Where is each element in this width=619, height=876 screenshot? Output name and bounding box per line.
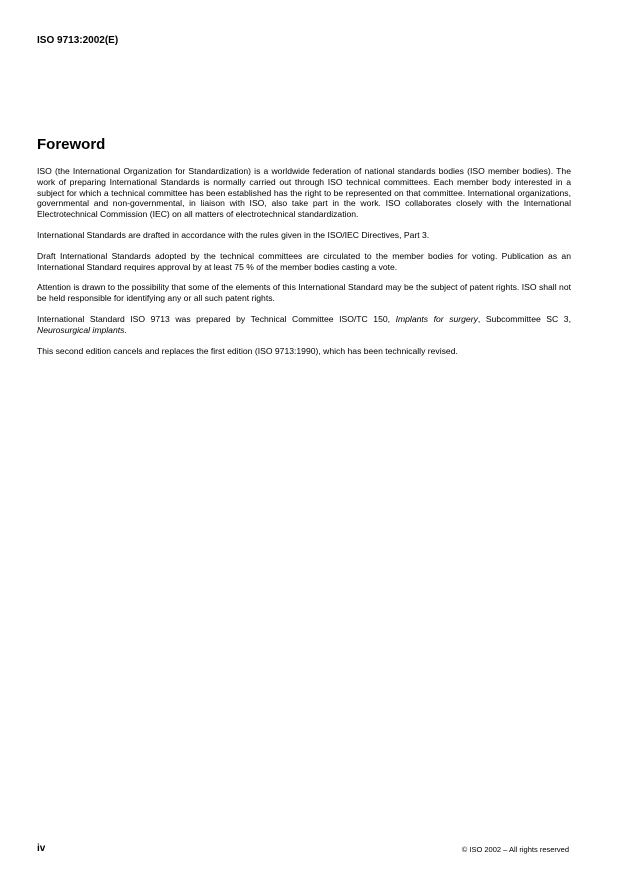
paragraph-committee [37, 314, 571, 336]
page-number: iv [37, 843, 46, 854]
committee-text-1: International Standard ISO 9713 was prepared by Technical Committee ISO/TC 150, [37, 313, 396, 324]
page-title: Foreword [37, 136, 106, 153]
copyright-notice: © ISO 2002 – All rights reserved [461, 845, 569, 854]
paragraph-edition: This second edition cancels and replaces the first edition (ISO 9713:1990), which has been technically revised. [37, 345, 458, 356]
paragraph-directives: International Standards are drafted in accordance with the rules given in the ISO/IEC Directives, Part 3. [37, 229, 430, 240]
committee-text-3: . [124, 324, 127, 335]
paragraph-iso-intro: ISO (the International Organization for Standardization) is a worldwide federation of national standards bodies (ISO member bodies). The work of preparing International Standards is normally carried out through ISO technical committees. Each member body interested in a subject for which a technical committee has been established has the right to be represented on that committee. International organizations, governmental and non-governmental, in liaison with ISO, also take part in the work. ISO collaborates closely with the International Electrotechnical Commission (IEC) on all matters of electrotechnical standardization. [37, 166, 571, 220]
committee-text-2: , Subcommittee SC 3, [477, 313, 571, 324]
committee-name: Implants for surgery [395, 313, 478, 324]
paragraph-voting: Draft International Standards adopted by the technical committees are circulated to the member bodies for voting. Publication as an International Standard requires approval by at least 75 % of the member bodies casting a vote. [37, 250, 571, 272]
foreword-body [37, 166, 571, 366]
subcommittee-name: Neurosurgical implants [37, 324, 125, 335]
document-id-header: ISO 9713:2002(E) [37, 35, 119, 46]
paragraph-patent-rights: Attention is drawn to the possibility that some of the elements of this International Standard may be the subject of patent rights. ISO shall not be held responsible for identifying any or all such patent rights. [37, 282, 571, 304]
